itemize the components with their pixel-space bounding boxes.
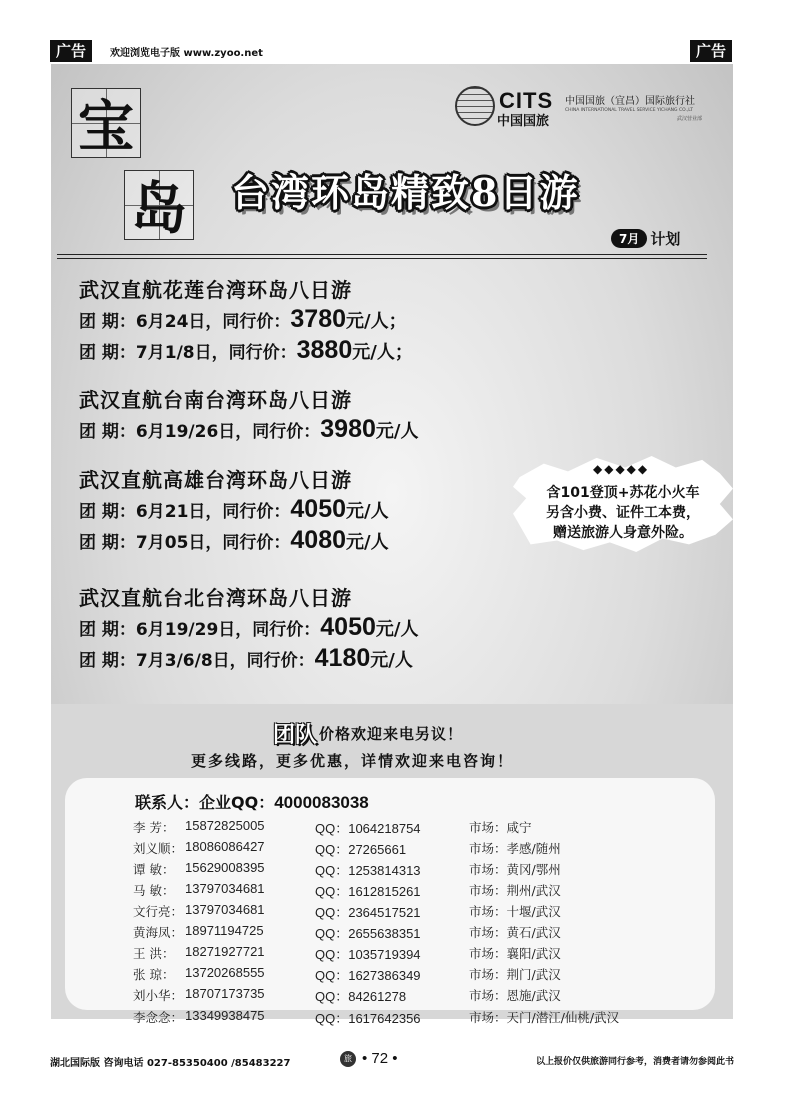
date-label: 团 期：6月19/26日，同行价： bbox=[79, 422, 321, 442]
route-block bbox=[79, 384, 418, 446]
ad-label-right: 广告 bbox=[690, 40, 732, 62]
price-unit: 元/人 bbox=[346, 532, 389, 553]
contact-name: 李 芳： bbox=[133, 820, 175, 835]
price-unit: 元/人 bbox=[375, 421, 419, 442]
price-value: 3980 bbox=[320, 415, 376, 443]
price-unit: 元/人 bbox=[346, 501, 389, 522]
advertisement-poster bbox=[51, 64, 733, 1019]
contact-market: 市场：恩施/武汉 bbox=[469, 988, 561, 1003]
contact-phone: 15872825005 bbox=[185, 818, 265, 833]
contact-phone: 13797034681 bbox=[185, 881, 265, 896]
contact-phone: 18971194725 bbox=[185, 923, 264, 938]
contact-qq: QQ：1612815261 bbox=[315, 884, 421, 899]
logo-branch: 武汉营业部 bbox=[677, 116, 703, 122]
route-block bbox=[79, 464, 389, 557]
contact-qq: QQ：1035719394 bbox=[315, 947, 421, 962]
contact-phone: 15629008395 bbox=[185, 860, 265, 875]
price-value: 4050 bbox=[320, 613, 376, 641]
footer-disclaimer: 以上报价仅供旅游同行参考，消费者请勿参阅此书 bbox=[535, 1057, 734, 1067]
title-char-box-2 bbox=[124, 170, 194, 240]
contact-name: 马 敏： bbox=[133, 883, 175, 898]
date-label: 团 期：7月05日，同行价： bbox=[79, 533, 291, 553]
route-title: 武汉直航高雄台湾环岛八日游 bbox=[79, 468, 352, 492]
route-date-line bbox=[79, 495, 389, 526]
title-char-2: 岛 bbox=[131, 176, 187, 242]
contact-market: 市场：孝感/随州 bbox=[469, 841, 561, 856]
contact-qq: QQ：1253814313 bbox=[315, 863, 421, 878]
page-number-group bbox=[340, 1050, 398, 1067]
page-number: • 72 • bbox=[362, 1050, 398, 1067]
contact-market: 市场：襄阳/武汉 bbox=[469, 946, 561, 961]
group-price-text: 价格欢迎来电另议！ bbox=[319, 725, 464, 743]
group-price-line bbox=[273, 718, 463, 749]
price-value: 4050 bbox=[290, 495, 347, 523]
title-char-box-1 bbox=[71, 88, 141, 158]
contact-name: 王 洪： bbox=[133, 946, 175, 961]
top-bar bbox=[50, 40, 732, 64]
enterprise-qq: 4000083038 bbox=[274, 793, 369, 812]
date-label: 团 期：6月24日，同行价： bbox=[79, 312, 291, 332]
title-char-1: 宝 bbox=[78, 94, 134, 160]
route-title: 武汉直航台南台湾环岛八日游 bbox=[79, 388, 352, 412]
main-title: 台湾环岛精致8日游 bbox=[231, 170, 580, 215]
contact-name: 黄海凤： bbox=[133, 925, 184, 940]
contact-qq: QQ：27265661 bbox=[315, 842, 407, 857]
contact-name: 文行亮： bbox=[133, 904, 184, 919]
logo-cits: CITS bbox=[499, 88, 554, 113]
contact-header-label: 联系人：企业QQ： bbox=[135, 793, 275, 812]
plan-label bbox=[611, 228, 680, 249]
site-url-text: 欢迎浏览电子版 www.zyoo.net bbox=[110, 48, 263, 59]
date-label: 团 期：6月19/29日，同行价： bbox=[79, 620, 321, 640]
plan-text: 计划 bbox=[650, 230, 681, 248]
price-value: 4080 bbox=[290, 526, 347, 554]
route-block bbox=[79, 274, 413, 367]
price-value: 4180 bbox=[314, 644, 371, 672]
contact-market: 市场：黄冈/鄂州 bbox=[469, 862, 561, 877]
divider-thin bbox=[57, 258, 707, 259]
ad-label-left: 广告 bbox=[50, 40, 92, 62]
burst-line-2: 另含小费、证件工本费， bbox=[546, 505, 700, 521]
contact-market: 市场：天门/潜江/仙桃/武汉 bbox=[469, 1010, 620, 1025]
contact-phone: 13797034681 bbox=[185, 902, 265, 917]
contact-phone: 18086086427 bbox=[185, 839, 265, 854]
contact-phone: 13349938475 bbox=[185, 1008, 265, 1023]
contact-name: 谭 敏： bbox=[133, 862, 175, 877]
travel-badge-icon: 旅 bbox=[340, 1051, 356, 1067]
group-emphasis: 团队 bbox=[273, 723, 318, 748]
route-date-line bbox=[79, 415, 418, 446]
contact-header bbox=[135, 790, 369, 813]
plan-month-badge: 7月 bbox=[611, 229, 647, 248]
contact-name: 刘义顺： bbox=[133, 841, 184, 856]
logo-cn-short: 中国国旅 bbox=[497, 114, 550, 129]
burst-line-1: 含101登顶+苏花小火车 bbox=[546, 485, 700, 501]
logo-org-name: 中国国旅（宜昌）国际旅行社 bbox=[565, 96, 695, 107]
logo-org-english: CHINA INTERNATIONAL TRAVEL SERVICE YICHANG CO.,LT bbox=[565, 108, 693, 113]
burst-line-3: 赠送旅游人身意外险。 bbox=[553, 525, 693, 541]
contact-qq: QQ：84261278 bbox=[315, 989, 407, 1004]
price-value: 3880 bbox=[296, 336, 353, 364]
route-date-line bbox=[79, 305, 413, 336]
contact-name: 张 琼： bbox=[133, 967, 175, 982]
cits-globe-icon bbox=[455, 86, 495, 126]
route-title: 武汉直航花莲台湾环岛八日游 bbox=[79, 278, 352, 302]
route-date-line bbox=[79, 526, 389, 557]
contact-market: 市场：荆州/武汉 bbox=[469, 883, 561, 898]
date-label: 团 期：7月3/6/8日，同行价： bbox=[79, 651, 315, 671]
contact-qq: QQ：1627386349 bbox=[315, 968, 421, 983]
contact-qq: QQ：2364517521 bbox=[315, 905, 421, 920]
route-date-line bbox=[79, 644, 418, 675]
page-footer bbox=[50, 1050, 734, 1074]
price-unit: 元/人 bbox=[370, 650, 413, 671]
divider-thick bbox=[57, 254, 707, 255]
route-block bbox=[79, 582, 418, 675]
contact-phone: 13720268555 bbox=[185, 965, 265, 980]
footer-contact-text: 湖北国际版 咨询电话 027-85350400 /85483227 bbox=[50, 1058, 291, 1069]
contact-phone: 18707173735 bbox=[185, 986, 265, 1001]
price-value: 3780 bbox=[290, 305, 347, 333]
date-label: 团 期：6月21日，同行价： bbox=[79, 502, 291, 522]
contact-market: 市场：黄石/武汉 bbox=[469, 925, 561, 940]
contact-name: 李念念： bbox=[133, 1010, 184, 1025]
contact-qq: QQ：2655638351 bbox=[315, 926, 421, 941]
price-unit: 元/人； bbox=[352, 342, 413, 363]
contact-market: 市场：十堰/武汉 bbox=[469, 904, 561, 919]
contact-market: 市场：荆门/武汉 bbox=[469, 967, 561, 982]
date-label: 团 期：7月1/8日，同行价： bbox=[79, 343, 297, 363]
more-routes-line: 更多线路，更多优惠，详情欢迎来电咨询！ bbox=[191, 752, 515, 770]
contact-name: 刘小华： bbox=[133, 988, 184, 1003]
route-date-line bbox=[79, 613, 418, 644]
contact-box bbox=[65, 778, 715, 1010]
contact-qq: QQ：1064218754 bbox=[315, 821, 421, 836]
route-title: 武汉直航台北台湾环岛八日游 bbox=[79, 586, 352, 610]
contact-qq: QQ：1617642356 bbox=[315, 1011, 421, 1026]
diamond-icons: ◆◆◆◆◆ bbox=[593, 462, 650, 476]
contact-phone: 18271927721 bbox=[185, 944, 265, 959]
price-unit: 元/人 bbox=[375, 619, 419, 640]
price-unit: 元/人； bbox=[346, 311, 407, 332]
contact-market: 市场：咸宁 bbox=[469, 820, 532, 835]
route-date-line bbox=[79, 336, 413, 367]
